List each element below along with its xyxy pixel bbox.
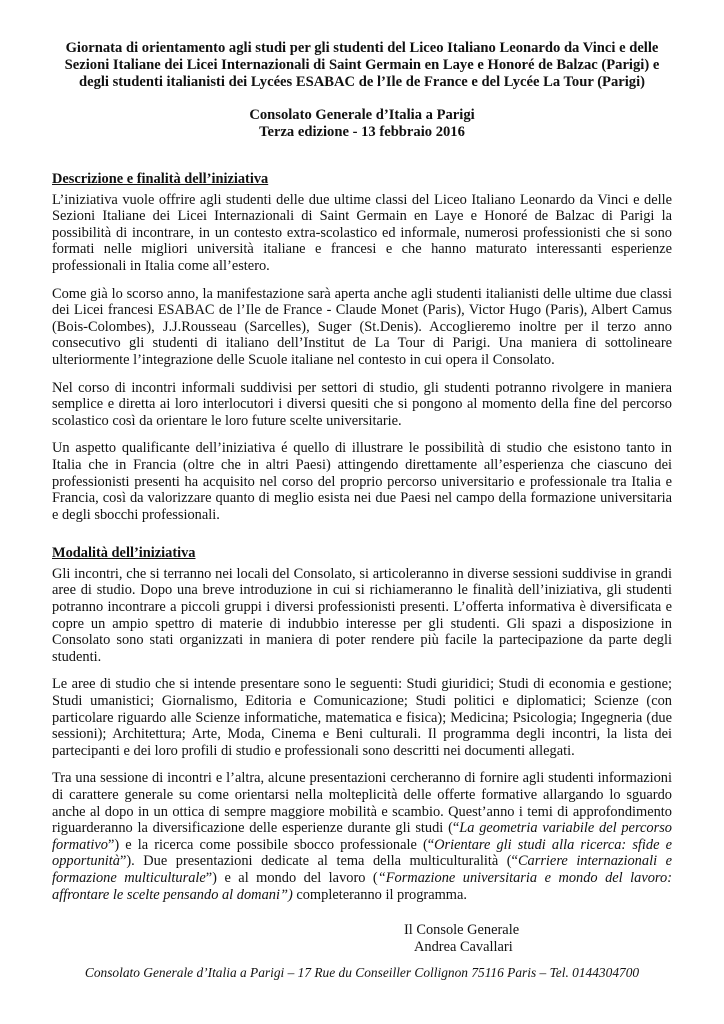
italic-title: Orientare gli studi alla ricerca: sfide e opportunità: [52, 836, 672, 870]
text-run: ”) e al mondo del lavoro (: [205, 869, 378, 886]
signature-block: [404, 922, 564, 956]
text-run: Tra una sessione di incontri e l’altra, alcune presentazioni cercheranno di fornire agli studenti informazioni di carattere generale su come orientarsi nella molteplicità delle offerte formative allargando lo sguardo anche al dopo in un ottica di sempre maggiore mobilità e scambio. Quest’anno i temi di approfondimento riguarderanno la diversificazione delle esperienze durante gli studi (“: [52, 770, 672, 837]
paragraph-presentations: [52, 770, 672, 903]
text-run: ”) e la ricerca come possibile sbocco professionale (“: [107, 836, 435, 853]
paragraph: Come già lo scorso anno, la manifestazione sarà aperta anche agli studenti italianisti delle ultime due classi dei Licei francesi ESABAC de l’Ile de France - Claude Monet (Paris), Victor Hugo (Paris), Albert Camus (Bois-Colombes), J.J.Rousseau (Sarcelles), Suger (St.Denis). Accoglieremo inoltre per il terzo anno consecutivo gli studenti di italiano dell’Institut de La Tour di Parigi. Una maniera di sottolineare ulteriormente l’integrazione delle Scuole italiane nel contesto in cui opera il Consolato.: [52, 285, 672, 368]
document-title: Giornata di orientamento agli studi per gli studenti del Liceo Italiano Leonardo da Vinci e delle Sezioni Italiane dei Licei Internazionali di Saint Germain en Laye e Honoré de Balzac (Parigi) e degli studenti italianisti dei Lycées ESABAC de l’Ile de France e del Lycée La Tour (Parigi): [64, 40, 660, 90]
text-run: ”). Due presentazioni dedicate al tema della multiculturalità (“: [119, 853, 518, 870]
organization-name: Consolato Generale d’Italia a Parigi: [249, 107, 475, 123]
paragraph: Nel corso di incontri informali suddivisi per settori di studio, gli studenti potranno rivolgere in maniera semplice e diretta ai loro interlocutori i diversi quesiti che si pongono al momento della fine del percorso scolastico così da orientare le loro future scelte universitarie.: [52, 379, 672, 429]
section-heading-modalities: Modalità dell’iniziativa: [52, 545, 196, 562]
text-run: completeranno il programma.: [292, 886, 467, 903]
paragraph: Gli incontri, che si terranno nei locali del Consolato, si articoleranno in diverse sessioni suddivise in grandi aree di studio. Dopo una breve introduzione in cui si richiameranno le finalità dell’iniziativa, gli studenti potranno incontrare a piccoli gruppi i diversi professionisti presenti. L’offerta informativa è diversificata e copre un ampio spettro di materie di indubbio interesse per gli studenti. Gli spazi a disposizione in Consolato sono stati organizzati in maniera di poter rendere più facile la partecipazione da parte degli studenti.: [52, 565, 672, 665]
edition-date: Terza edizione - 13 febbraio 2016: [259, 124, 465, 140]
signature-role: Il Console Generale: [404, 922, 520, 938]
signature-name: Andrea Cavallari: [414, 939, 513, 955]
document-subtitle: [52, 107, 672, 141]
italic-title: Carriere internazionali e formazione multiculturale: [52, 853, 672, 886]
section-heading-description: Descrizione e finalità dell’iniziativa: [52, 171, 269, 187]
paragraph: L’iniziativa vuole offrire agli studenti delle due ultime classi del Liceo Italiano Leonardo da Vinci e delle Sezioni Italiane dei Licei Internazionali di Saint Germain en Laye e Honoré de Balzac di Parigi la possibilità di incontrare, in un contesto extra-scolastico ed informale, numerosi professionisti che si sono formati nelle migliori università italiane e francesi e che hanno maturato interessanti esperienze professionali in Italia come all’estero.: [52, 191, 672, 274]
document-page: [52, 40, 672, 903]
page-footer: Consolato Generale d’Italia a Parigi – 17 Rue du Conseiller Collignon 75116 Paris – Tel. 0144304700: [84, 965, 640, 980]
section-description: [52, 171, 672, 523]
paragraph: Le aree di studio che si intende presentare sono le seguenti: Studi giuridici; Studi di economia e gestione; Studi umanistici; Giornalismo, Editoria e Comunicazione; Studi politici e diplomatici; Scienze (con particolare riguardo alle Scienze informatiche, matematica e fisica); Medicina; Psicologia; Ingegneria (due sessioni); Architettura; Arte, Moda, Cinema e Beni culturali. Il programma degli incontri, la lista dei partecipanti e dei loro profili di studio e professionali sono descritti nei documenti allegati.: [52, 676, 672, 759]
paragraph: Un aspetto qualificante dell’iniziativa é quello di illustrare le possibilità di studio che esistono tanto in Italia che in Francia (oltre che in altri Paesi) attingendo direttamente all’esperienza che ciascuno dei professionisti presenti ha acquisito nel corso del proprio percorso universitario e professionale tra Italia e Francia, così da valorizzare quanto di meglio esista nei due Paesi nel campo della formazione universitaria e degli sbocchi professionali.: [52, 440, 672, 523]
italic-title: “Formazione universitaria e mondo del lavoro: affrontare le scelte pensando al domani”): [52, 869, 672, 903]
section-modalities: [52, 545, 672, 903]
italic-title: La geometria variabile del percorso formativo: [52, 820, 672, 853]
